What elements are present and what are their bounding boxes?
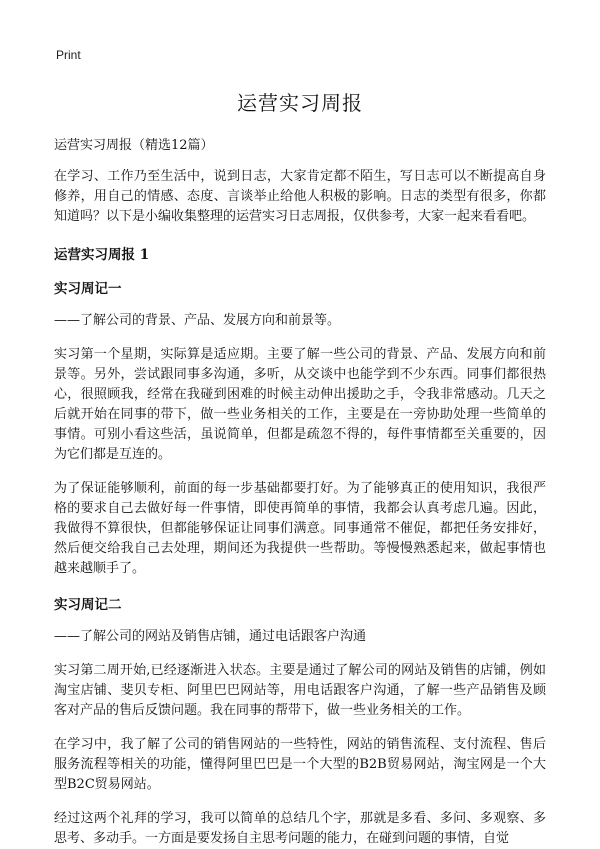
week2-heading: 实习周记二 — [54, 597, 122, 613]
week2-summary: ——了解公司的网站及销售店铺，通过电话跟客户沟通 — [54, 629, 367, 644]
intro-paragraph: 在学习、工作乃至生活中，说到日志，大家肯定都不陌生，写日志可以不断提高自身修养，用自己的情感、态度、言谈举止给他人积极的影响。日志的类型有很多，你都知道吗？以下是小编收集整理的运营实习日志周报，仅供参考，大家一起来看看吧。 — [54, 169, 546, 224]
week2-paragraph-3: 经过这两个礼拜的学习，我可以简单的总结几个字，那就是多看、多问、多观察、多思考、多动手。一方面是要发扬自主思考问题的能力，在碰到问题的事情，自觉 — [54, 811, 546, 846]
week1-heading: 实习周记一 — [54, 281, 122, 297]
section-heading: 运营实习周报 1 — [54, 247, 150, 263]
week1-summary: ——了解公司的背景、产品、发展方向和前景等。 — [54, 313, 341, 328]
week1-paragraph-2: 为了保证能够顺利，前面的每一步基础都要打好。为了能够真正的使用知识，我很严格的要求自己去做好每一件事情，即使再简单的事情，我都会认真考虑几遍。因此，我做得不算很快，但都能够保证让同事们满意。同事通常不催促，都把任务安排好，然后便交给我自己去处理，期间还为我提供一些帮助。等慢慢熟悉起来，做起事情也越来越顺手了。 — [54, 481, 546, 576]
week2-paragraph-1: 实习第二周开始,已经逐渐进入状态。主要是通过了解公司的网站及销售的店铺，例如淘宝店铺、斐贝专柜、阿里巴巴网站等，用电话跟客户沟通，了解一些产品销售及顾客对产品的售后反馈问题。我在同事的帮带下，做一些业务相关的工作。 — [54, 663, 546, 718]
document-subtitle: 运营实习周报（精选12篇） — [54, 138, 214, 153]
print-link[interactable]: Print — [56, 48, 81, 62]
document-title: 运营实习周报 — [237, 91, 363, 115]
week2-paragraph-2: 在学习中，我了解了公司的销售网站的一些特性，网站的销售流程、支付流程、售后服务流程等相关的功能，懂得阿里巴巴是一个大型的B2B贸易网站，淘宝网是一个大型B2C贸易网站。 — [54, 737, 546, 792]
week1-paragraph-1: 实习第一个星期，实际算是适应期。主要了解一些公司的背景、产品、发展方向和前景等。另外，尝试跟同事多沟通，多听，从交谈中也能学到不少东西。同事们都很热心，很照顾我，经常在我碰到困难的时候主动伸出援助之手，令我非常感动。几天之后就开始在同事的带下，做一些业务相关的工作，主要是在一旁协助处理一些简单的事情。可别小看这些活，虽说简单，但都是疏忽不得的，每件事情都至关重要的，因为它们都是互连的。 — [54, 347, 546, 462]
